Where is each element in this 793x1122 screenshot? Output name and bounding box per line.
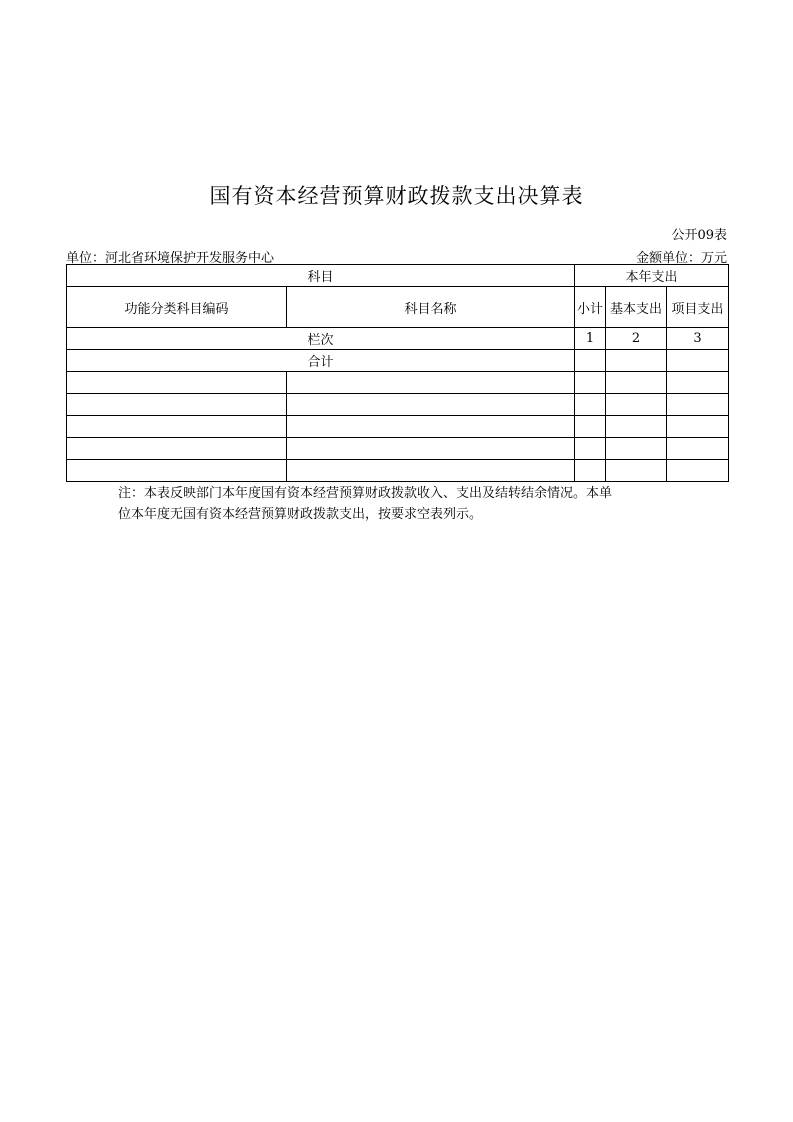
table-row — [67, 460, 729, 482]
table-cell — [67, 416, 287, 438]
table-cell — [667, 460, 729, 482]
table-cell — [667, 416, 729, 438]
line-number: 3 — [667, 328, 729, 350]
header-subtotal: 小计 — [575, 287, 606, 328]
table-cell — [287, 438, 575, 460]
header-project-expense: 项目支出 — [667, 287, 729, 328]
table-cell — [287, 394, 575, 416]
footnote-line: 位本年度无国有资本经营预算财政拨款支出，按要求空表列示。 — [118, 507, 483, 522]
table-cell — [287, 460, 575, 482]
table-cell — [575, 438, 606, 460]
total-cell — [575, 350, 606, 372]
table-row — [67, 416, 729, 438]
total-label: 合计 — [67, 350, 575, 372]
header-row-group — [67, 265, 729, 287]
expenditure-table — [66, 264, 729, 482]
table-cell — [667, 372, 729, 394]
table-cell — [575, 372, 606, 394]
table-cell — [287, 416, 575, 438]
amount-unit: 金额单位：万元 — [635, 251, 727, 266]
table-cell — [575, 416, 606, 438]
form-number: 公开09表 — [671, 228, 727, 243]
total-cell — [667, 350, 729, 372]
line-number: 1 — [575, 328, 606, 350]
line-number: 2 — [606, 328, 667, 350]
header-basic-expense: 基本支出 — [606, 287, 667, 328]
table-cell — [606, 394, 667, 416]
table-cell — [67, 372, 287, 394]
total-cell — [606, 350, 667, 372]
table-cell — [287, 372, 575, 394]
table-cell — [575, 460, 606, 482]
table-cell — [606, 372, 667, 394]
header-current-year-expense: 本年支出 — [575, 265, 729, 287]
table-cell — [606, 438, 667, 460]
table-cell — [667, 394, 729, 416]
unit-label: 单位：河北省环境保护开发服务中心 — [66, 251, 275, 266]
header-function-code: 功能分类科目编码 — [67, 287, 287, 328]
table-cell — [67, 394, 287, 416]
table-row — [67, 372, 729, 394]
table-cell — [67, 438, 287, 460]
total-row — [67, 350, 729, 372]
table-cell — [67, 460, 287, 482]
table-cell — [667, 438, 729, 460]
header-subject-name: 科目名称 — [287, 287, 575, 328]
table-cell — [575, 394, 606, 416]
table-cell — [606, 416, 667, 438]
line-number-row — [67, 328, 729, 350]
header-subject: 科目 — [67, 265, 575, 287]
table-row — [67, 438, 729, 460]
page-title: 国有资本经营预算财政拨款支出决算表 — [209, 184, 584, 208]
table-cell — [606, 460, 667, 482]
footnote — [118, 483, 698, 525]
header-row-columns — [67, 287, 729, 328]
table-row — [67, 394, 729, 416]
footnote-line: 注：本表反映部门本年度国有资本经营预算财政拨款收入、支出及结转结余情况。本单 — [118, 486, 613, 501]
line-label: 栏次 — [67, 328, 575, 350]
